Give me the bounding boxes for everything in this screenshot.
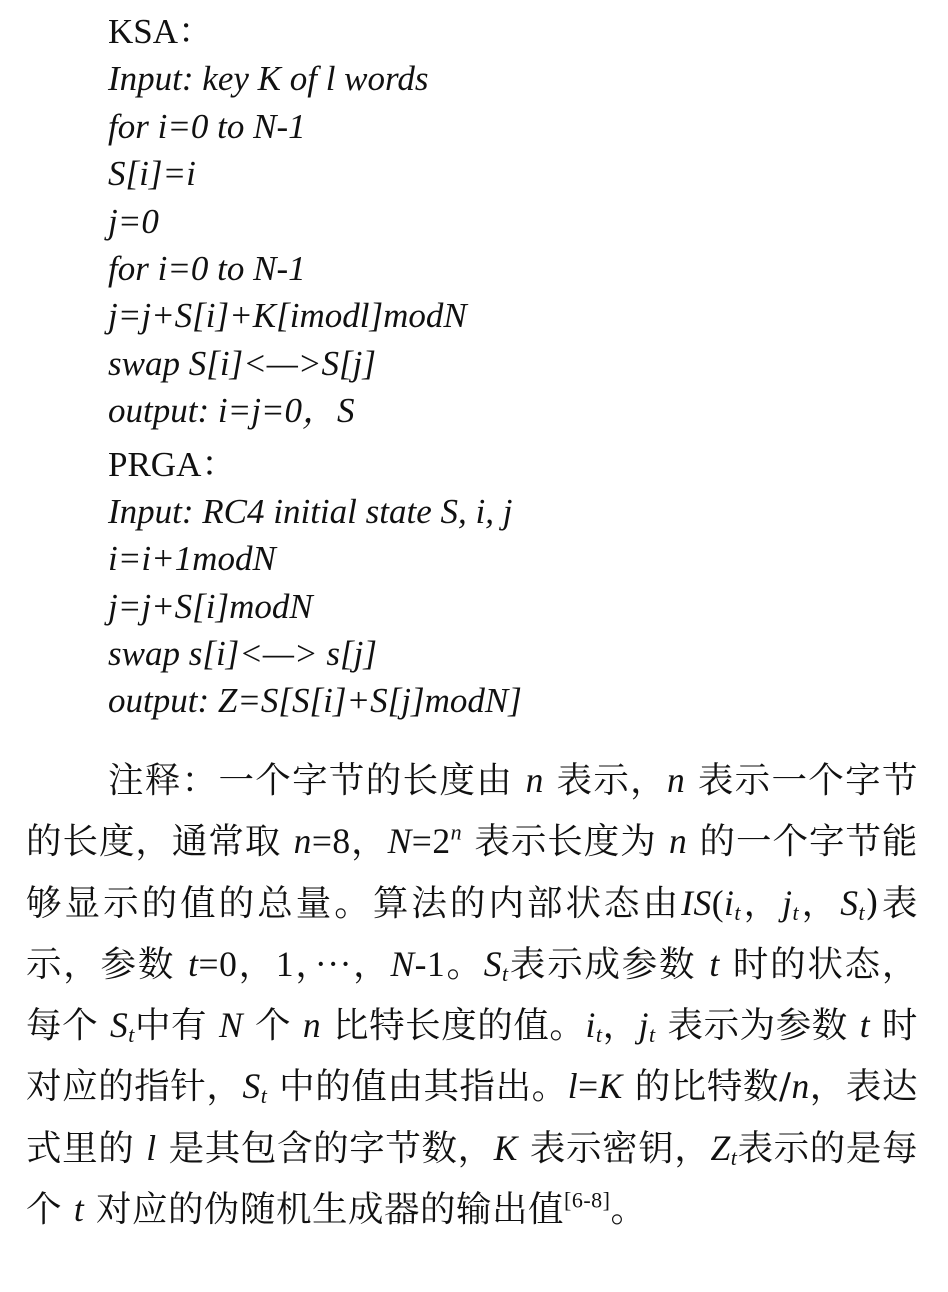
note-text: 比特长度的值。	[333, 1005, 586, 1047]
var-i: i	[585, 1005, 596, 1046]
note-text: -1。	[414, 943, 484, 984]
superscript-n: n	[450, 819, 463, 845]
note-text: 的一个字节能够显示的值的总量。算法的内部状态由	[26, 821, 918, 924]
var-t: t	[188, 943, 199, 984]
note-text: 的比特数/	[634, 1066, 792, 1108]
var-Z: Z	[710, 1127, 731, 1168]
note-text: 表示成参数	[508, 943, 697, 985]
var-t: t	[709, 943, 720, 984]
subscript-t: t	[502, 960, 509, 986]
ksa-line-input: Input: key K of l words	[108, 59, 429, 99]
subscript-t: t	[595, 1022, 603, 1048]
note-text: 对应的伪随机生成器的输出值	[95, 1189, 564, 1231]
algorithm-block	[108, 8, 908, 725]
var-l: l	[567, 1066, 579, 1107]
note-text: 注释：一个字节的长度由	[108, 760, 514, 801]
ksa-line-output: output: i=j=0，S	[108, 391, 355, 431]
var-n: n	[302, 1005, 322, 1046]
var-K: K	[598, 1066, 623, 1107]
prga-line-swap: swap s[i]<—> s[j]	[108, 634, 377, 674]
subscript-t: t	[128, 1022, 135, 1048]
note-text: 个	[254, 1005, 292, 1047]
subscript-t: t	[792, 899, 800, 925]
prga-line-output: output: Z=S[S[i]+S[j]modN]	[108, 681, 522, 721]
var-N: N	[387, 821, 412, 862]
note-text: =8，	[311, 821, 388, 862]
note-text: 表示长度为	[474, 821, 657, 863]
note-text: 表示，	[556, 760, 667, 801]
citation-reference: [6-8]	[564, 1187, 611, 1213]
note-text: =	[578, 1066, 599, 1107]
var-S: S	[242, 1066, 261, 1107]
ksa-header: KSA：	[108, 12, 214, 51]
subscript-t: t	[649, 1022, 656, 1048]
var-n: n	[791, 1066, 810, 1107]
var-N: N	[390, 943, 415, 984]
var-S: S	[840, 882, 859, 923]
var-IS: IS	[681, 882, 712, 923]
annotation-paragraph	[26, 750, 918, 1240]
ksa-line-for-scramble: for i=0 to N-1	[108, 248, 306, 288]
note-text: 表示密钥，	[529, 1127, 711, 1169]
note-text: (	[711, 882, 725, 923]
note-text: 中的值由其指出。	[279, 1066, 568, 1108]
note-text: 是其包含的字节数，	[168, 1127, 494, 1169]
prga-header: PRGA：	[108, 444, 237, 484]
ksa-line-j-update: j=j+S[i]+K[imodl]modN	[108, 296, 467, 336]
var-n: n	[293, 821, 312, 862]
note-text: ，	[602, 1005, 639, 1047]
note-text: 。	[610, 1189, 647, 1231]
var-n: n	[669, 821, 688, 862]
var-t: t	[73, 1189, 85, 1230]
note-text: 中有	[134, 1005, 208, 1047]
var-j: j	[782, 882, 793, 923]
note-text: 表示为参数	[667, 1005, 848, 1047]
var-t: t	[859, 1005, 871, 1046]
note-text: )表示，参数	[26, 882, 918, 985]
prga-line-input: Input: RC4 initial state S, i, j	[108, 491, 513, 531]
subscript-t: t	[260, 1083, 268, 1109]
var-n: n	[666, 760, 686, 800]
var-j: j	[638, 1005, 650, 1046]
note-text: 表示的是每个	[26, 1127, 918, 1231]
note-text: 时对应的指针，	[26, 1005, 918, 1108]
var-S: S	[483, 943, 503, 984]
note-text: 时的状态，每个	[26, 943, 918, 1047]
note-text: ，表达式里的	[26, 1066, 918, 1169]
var-n: n	[525, 760, 544, 800]
note-text: ，	[799, 882, 841, 924]
prga-line-j-update: j=j+S[i]modN	[108, 586, 313, 626]
ksa-line-for-init: for i=0 to N-1	[108, 106, 306, 146]
note-text: =2	[411, 821, 451, 862]
var-S: S	[110, 1005, 129, 1046]
subscript-t: t	[730, 1144, 738, 1170]
subscript-t: t	[734, 899, 742, 925]
var-i: i	[724, 882, 735, 923]
subscript-t: t	[858, 899, 866, 925]
note-text: 表示一个字节的长度，通常取	[26, 760, 918, 863]
prga-line-i-update: i=i+1modN	[108, 539, 276, 579]
ksa-line-swap: swap S[i]<—>S[j]	[108, 343, 377, 383]
var-N: N	[218, 1005, 244, 1046]
var-K: K	[493, 1127, 518, 1168]
ksa-line-assign-s: S[i]=i	[108, 154, 196, 194]
ksa-line-j-zero: j=0	[108, 201, 159, 241]
note-text: ，	[741, 882, 783, 924]
var-l: l	[146, 1127, 157, 1168]
note-text: =0，1，···，	[198, 943, 391, 984]
